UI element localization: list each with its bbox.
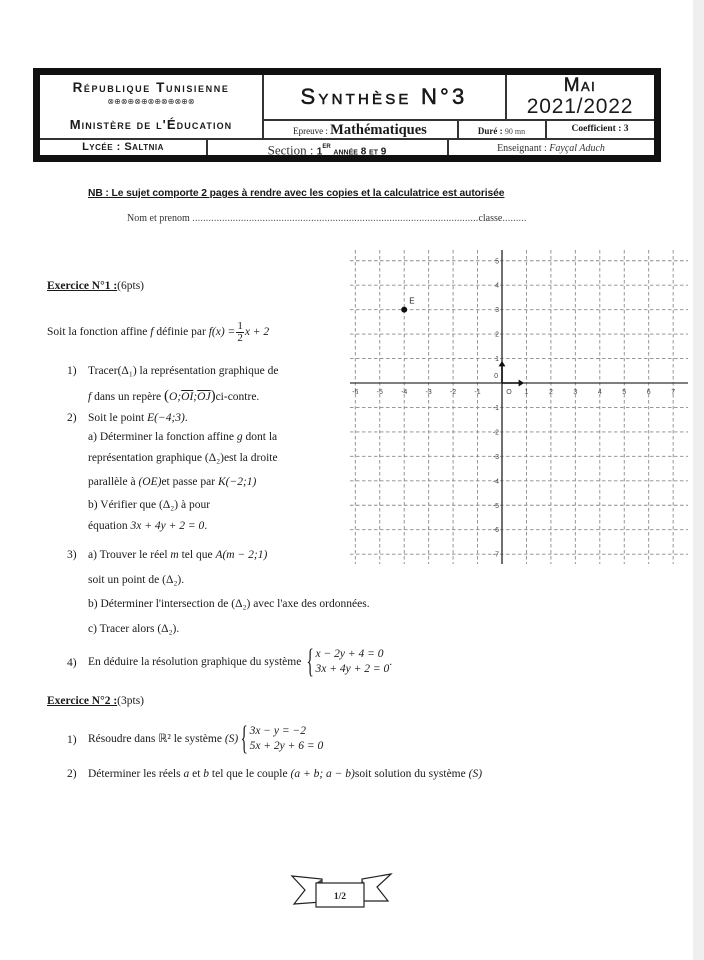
function-g: g: [236, 431, 243, 443]
system-equation-1: x − 2y + 4 = 0: [315, 648, 384, 661]
q2a-text: et passe par: [161, 476, 218, 488]
real-a: a: [183, 768, 190, 780]
ex2-q2-number: 2): [67, 768, 77, 780]
x-tick-label: 6: [646, 389, 651, 396]
teacher-name: Fayçal Aduch: [549, 143, 605, 154]
ex2-q2-text: Déterminer les réels: [88, 768, 184, 780]
y-tick-label: -6: [492, 527, 499, 535]
point-marker: [401, 307, 407, 313]
q2a-label: a): [88, 431, 97, 443]
ex2-q1-text: Résoudre dans: [88, 733, 159, 745]
coordinate-grid[interactable]: [345, 246, 692, 568]
ribbon-right-tail-icon: [362, 874, 391, 901]
q3c-text: Tracer alors: [96, 623, 158, 635]
teacher-label: Enseignant :: [497, 143, 550, 154]
x-tick-label: -1: [474, 389, 481, 396]
x-tick-label: 1: [524, 389, 529, 396]
q2a-line1: [88, 429, 277, 445]
exercise1-intro: [47, 321, 269, 344]
q1-text: dans un repère: [91, 391, 165, 403]
arrow-up-icon: [499, 361, 506, 366]
q2a-text: est la droite: [223, 452, 278, 464]
fraction-half: [236, 321, 244, 344]
ex2-q1-number: 1): [67, 734, 77, 746]
x-tick-label: 3: [573, 389, 578, 396]
delta2: (Δ₂): [162, 574, 182, 586]
exercise1-points: (6pts): [117, 280, 145, 292]
q2a-text: parallèle à: [88, 476, 139, 488]
q2-text: .: [184, 412, 188, 424]
page-number: 1/2: [333, 892, 347, 902]
point-a: A(m − 2;1): [215, 549, 268, 561]
duration-label: Duré :: [477, 126, 505, 136]
y-tick-label: 1: [495, 356, 499, 364]
q2a-line3: [88, 474, 256, 490]
coefficient-label: Coefficient : 3: [571, 124, 629, 134]
delta1: (Δ₁): [117, 365, 137, 377]
school-label: Lycée : Saltnia: [82, 141, 164, 153]
section-num: 1: [316, 146, 323, 158]
q2a-text: représentation graphique: [88, 452, 205, 464]
ornament-divider: ⊗⊕⊗⊕⊗⊕⊗⊕⊗⊕⊗⊕⊗: [107, 97, 195, 106]
q3a-line1: [88, 547, 267, 563]
q1-line1: [88, 363, 278, 379]
formula-rhs: x + 2: [244, 326, 270, 339]
q2b-text: .: [204, 520, 208, 532]
q2b-text: à pour: [178, 499, 211, 511]
y-tick-label: -4: [492, 478, 499, 486]
y-tick-label: 3: [495, 307, 499, 315]
function-f: f: [88, 391, 92, 403]
q2b-label: b): [88, 499, 98, 511]
point-k: K(−2;1): [217, 476, 257, 488]
section-label: Section :: [267, 142, 317, 158]
x-tick-label: -2: [449, 389, 457, 396]
x-tick-label: -3: [425, 389, 432, 396]
section-value: année 8 et 9: [330, 146, 387, 158]
x-tick-label: 5: [622, 389, 627, 396]
q2b-line2: [88, 518, 207, 534]
equation-system: [304, 645, 392, 679]
set-r2: ℝ²: [158, 733, 171, 745]
vector-oj: $\overline{OJ}$: [197, 391, 211, 403]
point-e: E(−4;3): [147, 412, 185, 424]
q3a-text: Trouver le réel: [96, 549, 171, 561]
delta2: (Δ₂): [157, 623, 177, 635]
q1-text: Tracer: [88, 365, 118, 377]
subject-cell: [263, 121, 457, 140]
q3-number: 3): [67, 549, 77, 561]
class-label: classe: [478, 213, 503, 224]
q2-line: [88, 410, 188, 426]
q2b-line1: [88, 497, 210, 513]
exercise1-heading: [47, 278, 144, 294]
frame-origin: O;: [169, 391, 182, 403]
origin-label: O: [506, 389, 512, 396]
y-tick-label: -3: [492, 453, 499, 461]
ex2-q1-line: [88, 722, 323, 756]
x-tick-label: 2: [548, 389, 553, 396]
nb-notice: NB : Le sujet comporte 2 pages à rendre avec les copies et la calculatrice est autorisée: [88, 188, 505, 199]
ex2-q2-text: soit solution du système: [354, 768, 469, 780]
section-sup: ER: [322, 144, 331, 150]
formula-lhs: f(x) =: [208, 326, 236, 339]
q2a-line2: [88, 450, 278, 466]
exam-title: Synthèse N°3: [300, 84, 468, 109]
q3b-text: Déterminer l'intersection de: [97, 598, 232, 610]
system-equation-2: 5x + 2y + 6 = 0: [249, 740, 324, 753]
duration-cell: [458, 121, 545, 140]
y-tick-label: -5: [492, 502, 499, 510]
q3c-line: [88, 621, 179, 637]
origin-label: 0: [494, 373, 498, 380]
q2-text: Soit le point: [88, 412, 148, 424]
q1-text: la représentation graphique de: [136, 365, 279, 377]
name-label: Nom et prenom: [127, 213, 193, 224]
brace-icon: {: [306, 643, 315, 681]
y-tick-label: 2: [495, 331, 499, 339]
q2b-text: Vérifier que: [97, 499, 160, 511]
q2a-text: dont la: [242, 431, 278, 443]
y-tick-label: -7: [492, 551, 499, 559]
exercise2-title: Exercice N°2 :: [47, 695, 118, 707]
system-equation-2: 3x + 4y + 2 = 0: [315, 663, 390, 676]
q1-number: 1): [67, 365, 77, 377]
subject-value: Mathématiques: [330, 122, 427, 138]
page-edge-shadow: [693, 0, 704, 960]
delta2: (Δ₂): [159, 499, 179, 511]
q3c-text: .: [176, 623, 180, 635]
exercise1-title: Exercice N°1 :: [47, 280, 118, 292]
ex2-q2-text: tel que le couple: [209, 768, 291, 780]
delta2: (Δ₂): [204, 452, 224, 464]
delta2: (Δ₂): [231, 598, 251, 610]
arrow-right-icon: [519, 380, 524, 387]
q4-line: [88, 645, 392, 679]
y-tick-label: 5: [495, 258, 499, 266]
frame-separator: ;: [193, 391, 198, 403]
q3a-label: a): [88, 549, 97, 561]
intro-text: Soit la fonction affine: [47, 326, 151, 339]
y-tick-label: -2: [492, 429, 499, 437]
y-tick-label: -1: [492, 404, 499, 412]
q3a-line2: [88, 572, 184, 588]
q1-text: ci-contre.: [215, 391, 260, 403]
student-info-line: [127, 213, 527, 224]
q2-number: 2): [67, 412, 77, 424]
system-s: (S): [224, 733, 239, 745]
q3b-label: b): [88, 598, 98, 610]
subject-label: Epreuve :: [293, 126, 331, 136]
x-tick-label: -6: [352, 389, 359, 396]
ministry-label: Ministère de l'Éducation: [69, 117, 233, 132]
system-equation-1: 3x − y = −2: [249, 725, 307, 738]
x-tick-label: 4: [597, 389, 602, 396]
q3a-text: .: [181, 574, 185, 586]
q1-line2: f dans un repère $(O;\overline{OI};\overline{OJ})ci$-contre.: [88, 388, 260, 404]
real-m: m: [170, 549, 179, 561]
function-f: f: [150, 326, 154, 339]
q4-number: 4): [67, 657, 77, 669]
exam-month: Mai: [563, 75, 597, 96]
fraction-denominator: 2: [237, 332, 243, 344]
school-year: 2021/2022: [526, 95, 634, 118]
ex2-q1-text: le système: [170, 733, 225, 745]
x-tick-label: -5: [376, 389, 383, 396]
page-number-ribbon: [288, 870, 396, 914]
q2a-text: Déterminer la fonction affine: [96, 431, 237, 443]
exercise2-points: (3pts): [117, 695, 145, 707]
name-field[interactable]: ..........................................................................................................: [192, 213, 479, 224]
brace-icon: {: [240, 720, 249, 758]
couple-ab: (a + b; a − b): [290, 768, 355, 780]
q3c-label: c): [88, 623, 97, 635]
q4-end: .: [389, 656, 393, 669]
q3a-text: tel que: [178, 549, 216, 561]
vector-oi: $\overline{OI}$: [181, 391, 194, 403]
system-s: (S): [468, 768, 483, 780]
q2b-text: équation: [88, 520, 131, 532]
class-field[interactable]: .........: [502, 213, 527, 224]
republic-label: République Tunisienne: [72, 80, 230, 95]
section-cell: [207, 139, 447, 160]
q3a-text: soit un point de: [88, 574, 163, 586]
ex2-q2-line: [88, 766, 482, 782]
line-oe: (OE): [138, 476, 162, 488]
exercise2-heading: [47, 693, 144, 709]
q3b-text: avec l'axe des ordonnées.: [250, 598, 370, 610]
x-tick-label: 7: [671, 389, 676, 396]
y-tick-label: 4: [495, 282, 499, 290]
equation-system: [238, 720, 324, 758]
real-b: b: [203, 768, 210, 780]
x-tick-label: -4: [401, 389, 408, 396]
duration-value: 90 mn: [504, 127, 526, 136]
teacher-cell: [448, 139, 654, 157]
equation-delta2: 3x + 4y + 2 = 0: [130, 520, 205, 532]
q4-text: En déduire la résolution graphique du système: [88, 656, 305, 668]
fraction-numerator: 1: [237, 320, 243, 332]
intro-text: définie par: [153, 326, 209, 339]
ex2-q2-text: et: [189, 768, 204, 780]
q3b-line: [88, 596, 370, 612]
point-label: E: [409, 296, 415, 306]
